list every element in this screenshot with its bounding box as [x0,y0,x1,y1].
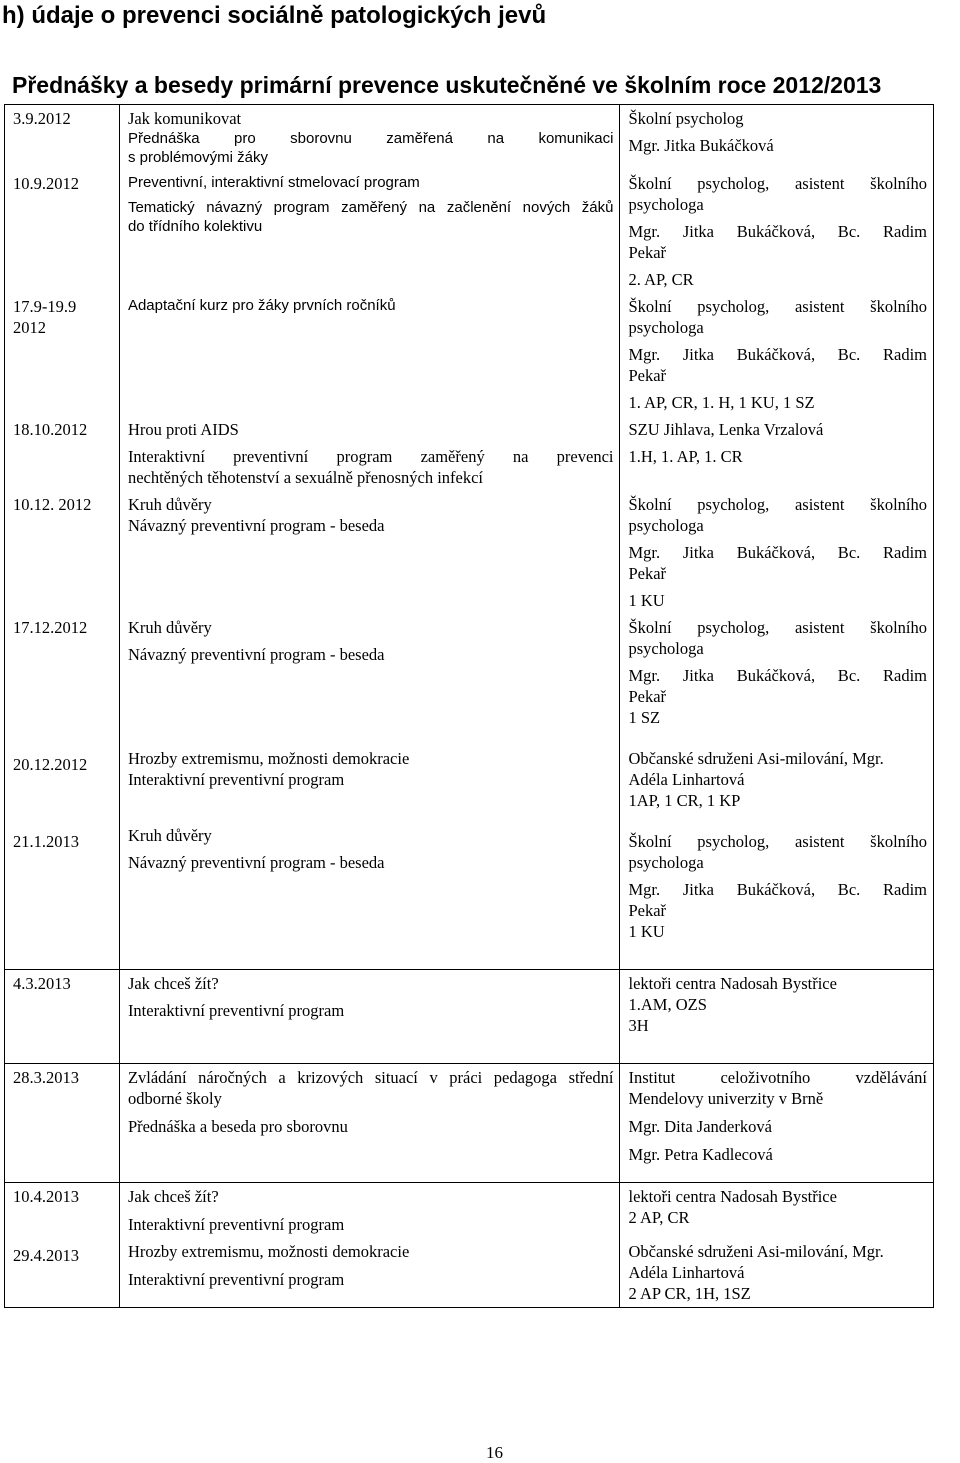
event-detail: do třídního kolektivu [127,218,263,235]
event-detail: Tematický návazný program zaměřený na začlenění nových žáků [127,199,614,216]
classes: 2 AP CR, 1H, 1SZ [628,1284,751,1303]
organizer: Občanské sdruženi Asi-milování, Mgr. [628,749,884,768]
event-title: Kruh důvěry [127,495,212,514]
table-row [5,1064,934,1183]
person: Mgr. Petra Kadlecová [628,1145,773,1164]
person: Pekař [628,901,667,920]
organizer: Školní psycholog, asistent školního [628,618,927,637]
person: Pekař [628,564,667,583]
organizer-cell [620,416,934,491]
organizer: Mendelovy univerzity v Brně [628,1089,824,1108]
date: 10.4.2013 [13,1187,79,1206]
table-row [5,614,934,745]
person: Pekař [628,687,667,706]
organizer-cell [620,170,934,293]
event-detail: Návazný preventivní program - beseda [127,645,385,664]
organizer-cell [620,614,934,745]
date-cell [5,170,120,293]
date: 21.1.2013 [13,832,79,851]
organizer: SZU Jihlava, Lenka Vrzalová [628,420,824,439]
organizer: Školní psycholog, asistent školního [628,297,927,316]
table-row [5,416,934,491]
event-detail: Interaktivní preventivní program [127,1270,345,1289]
event-detail: nechtěných těhotenství a sexuálně přenosných infekcí [127,468,484,487]
organizer-cell [620,745,934,822]
date: 20.12.2012 [13,755,88,774]
event-detail: Návazný preventivní program - beseda [127,853,385,872]
person: Pekař [628,243,667,262]
classes: 2. AP, CR [628,270,694,289]
event-detail: Přednáška a beseda pro sborovnu [127,1117,348,1136]
person: Mgr. Jitka Bukáčková, Bc. Radim [628,222,927,241]
event-title: Hrozby extremismu, možnosti demokracie [127,1242,410,1261]
classes: 1.H, 1. AP, 1. CR [628,447,743,466]
date: 10.9.2012 [13,174,79,193]
person: Mgr. Jitka Bukáčková, Bc. Radim [628,543,927,562]
date-cell [5,293,120,416]
prevention-table [4,104,934,1308]
table-row [5,970,934,1064]
event-detail: Návazný preventivní program - beseda [127,516,385,535]
event-detail: Interaktivní preventivní program zaměřený na prevenci [127,447,614,466]
table-row [5,491,934,614]
organizer-cell [620,293,934,416]
organizer: Občanské sdruženi Asi-milování, Mgr. [628,1242,884,1261]
event-cell [119,1183,620,1239]
person: Mgr. Jitka Bukáčková, Bc. Radim [628,880,927,899]
classes: 1 KU [628,591,665,610]
person: Mgr. Jitka Bukáčková, Bc. Radim [628,666,927,685]
event-title: Jak chceš žít? [127,974,219,993]
event-cell [119,970,620,1064]
classes: 1.AM, OZS [628,995,707,1014]
organizer: Institut celoživotního vzdělávání [628,1068,927,1087]
date-cell [5,822,120,970]
organizer: psychologa [628,516,704,535]
event-detail: s problémovými žáky [127,149,268,166]
event-title: Jak komunikovat [127,109,242,128]
event-cell [119,822,620,970]
event-title: Hrozby extremismu, možnosti demokracie [127,749,410,768]
table-heading: Přednášky a besedy primární prevence uskutečněné ve školním roce 2012/2013 [12,72,882,98]
classes: 1AP, 1 CR, 1 KP [628,791,741,810]
organizer: lektoři centra Nadosah Bystřice [628,1187,837,1206]
person: Pekař [628,366,667,385]
date-cell [5,745,120,822]
date-cell [5,614,120,745]
classes: 3H [628,1016,649,1035]
organizer-cell [620,105,934,171]
date: 4.3.2013 [13,974,71,993]
organizer: Školní psycholog, asistent školního [628,174,927,193]
organizer: Adéla Linhartová [628,770,745,789]
date-cell [5,1238,120,1308]
date-cell [5,970,120,1064]
date: 10.12. 2012 [13,495,92,514]
event-title: Kruh důvěry [127,826,212,845]
organizer: psychologa [628,853,704,872]
date: 28.3.2013 [13,1068,79,1087]
organizer-cell [620,1183,934,1239]
organizer: psychologa [628,639,704,658]
organizer: Školní psycholog, asistent školního [628,495,927,514]
event-detail: Přednáška pro sborovnu zaměřená na komunikaci [127,130,614,147]
date: 29.4.2013 [13,1246,79,1265]
event-title: Hrou proti AIDS [127,420,239,439]
table-row [5,170,934,293]
event-cell [119,1238,620,1308]
organizer: Školní psycholog, asistent školního [628,832,927,851]
classes: 1. AP, CR, 1. H, 1 KU, 1 SZ [628,393,815,412]
person: Mgr. Dita Janderková [628,1117,772,1136]
organizer-cell [620,822,934,970]
date: 17.12.2012 [13,618,88,637]
section-heading: h) údaje o prevenci sociálně patologických jevů [2,2,547,29]
date: 17.9-19.9 [13,297,77,316]
date-cell [5,491,120,614]
table-row [5,1183,934,1239]
organizer: psychologa [628,318,704,337]
event-title: Zvládání náročných a krizových situací v práci pedagoga střední [127,1068,614,1087]
table-row [5,1238,934,1308]
date: 3.9.2012 [13,109,71,128]
date-cell [5,105,120,171]
date-cell [5,416,120,491]
person: Mgr. Jitka Bukáčková, Bc. Radim [628,345,927,364]
organizer-cell [620,491,934,614]
event-title: odborné školy [127,1089,222,1108]
organizer: psychologa [628,195,704,214]
event-cell [119,416,620,491]
classes: 1 KU [628,922,665,941]
event-detail: Interaktivní preventivní program [127,770,345,789]
event-detail: Interaktivní preventivní program [127,1215,345,1234]
event-cell [119,614,620,745]
organizer: Školní psycholog [628,109,744,128]
event-cell [119,745,620,822]
table-row [5,293,934,416]
event-cell [119,491,620,614]
event-title: Preventivní, interaktivní stmelovací program [127,174,420,191]
date: 2012 [13,318,46,337]
classes: 2 AP, CR [628,1208,690,1227]
event-cell [119,293,620,416]
organizer-cell [620,1238,934,1308]
classes: 1 SZ [628,708,661,727]
date-cell [5,1183,120,1239]
person: Mgr. Jitka Bukáčková [628,136,774,155]
event-cell [119,1064,620,1183]
event-cell [119,105,620,171]
table-row [5,745,934,822]
organizer: Adéla Linhartová [628,1263,745,1282]
date: 18.10.2012 [13,420,88,439]
organizer-cell [620,1064,934,1183]
event-cell [119,170,620,293]
event-title: Kruh důvěry [127,618,212,637]
event-title: Adaptační kurz pro žáky prvních ročníků [127,297,396,314]
date-cell [5,1064,120,1183]
event-detail: Interaktivní preventivní program [127,1001,345,1020]
event-title: Jak chceš žít? [127,1187,219,1206]
organizer: lektoři centra Nadosah Bystřice [628,974,837,993]
page-number: 16 [486,1443,503,1462]
table-row [5,822,934,970]
table-row [5,105,934,171]
organizer-cell [620,970,934,1064]
